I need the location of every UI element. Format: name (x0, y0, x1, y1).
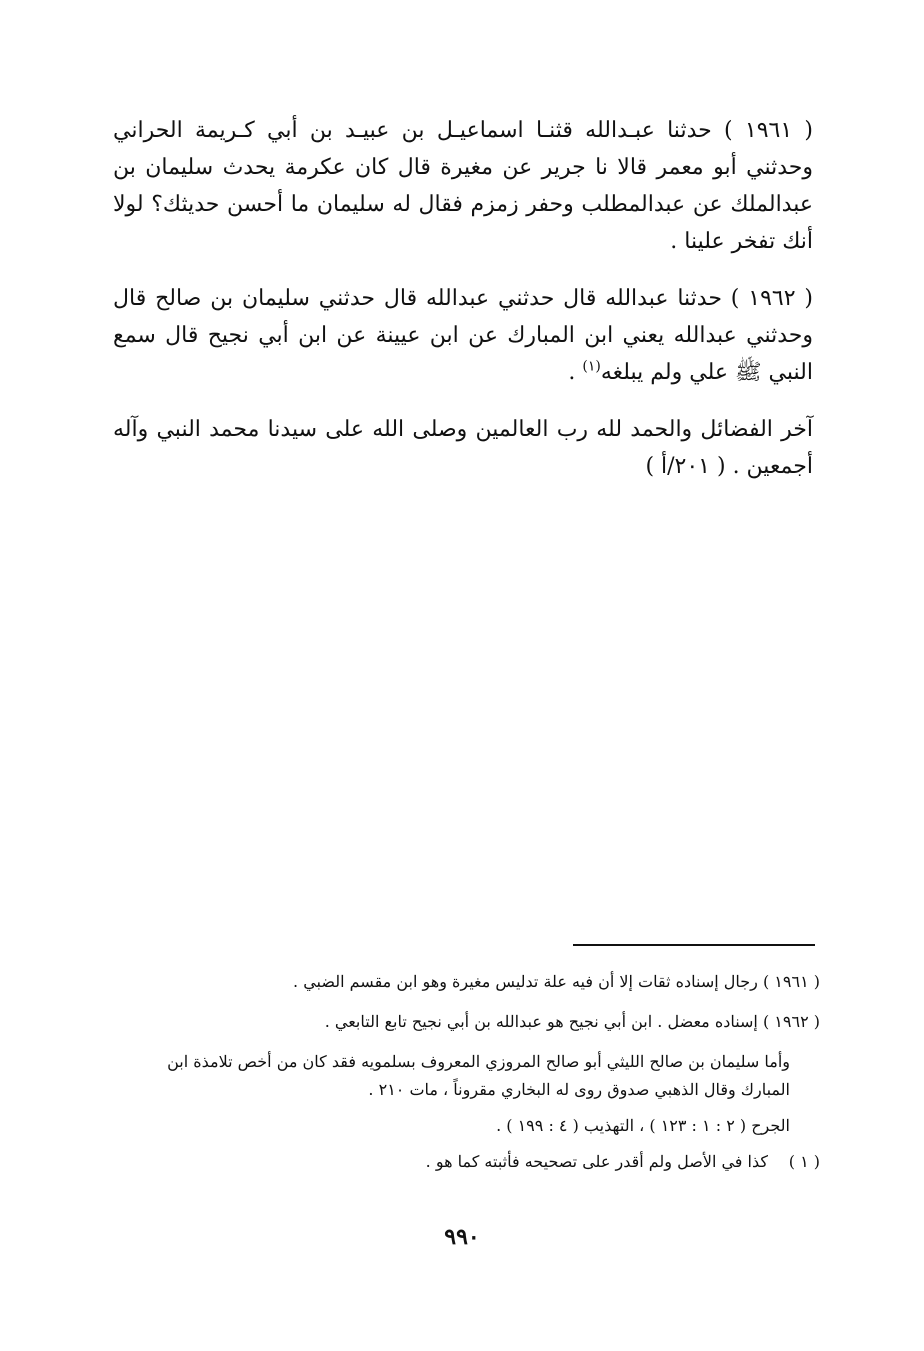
footnote-divider (573, 944, 815, 946)
footnote-1962-refs: الجرح ( ٢ : ١ : ١٢٣ ) ، التهذيب ( ٤ : ١٩٩ ) . (496, 1116, 790, 1135)
colophon: آخر الفضائل والحمد لله رب العالمين وصلى الله على سيدنا محمد النبي وآله أجمعين . ( ٢٠١/أ ) (113, 417, 813, 479)
hadith-1961: ( ١٩٦١ ) حدثنا عبـدالله قثنـا اسماعيـل بن عبيـد بن أبي كـريمة الحراني وحدثني أبو معمر قالا نا جرير عن مغيرة قال كان عكرمة يحدث سليمان بن عبدالملك عن عبدالمطلب وحفر زمزم فقال له سليمان ما أحسن حديثك؟ لولا أنك تفخر علينا . (113, 118, 814, 254)
footnote-1-number: ( ١ ) (788, 1152, 820, 1171)
footnotes (126, 968, 820, 1176)
main-text (113, 112, 813, 505)
hadith-1962-text: ( ١٩٦٢ ) حدثنا عبدالله قال حدثني عبدالله قال حدثني سليمان بن صالح قال وحدثني عبدالله يعني ابن المبارك عن ابن عيينة عن ابن أبي نجيح قال سمع النبي ﷺ علي ولم يبلغه (113, 286, 814, 385)
footnote-1-text: كذا في الأصل ولم أقدر على تصحيحه فأثبته كما هو . (425, 1152, 768, 1171)
footnote-1 (126, 1148, 820, 1176)
footnote-ref-1: (١) (582, 358, 601, 375)
page-number: ٩٩٠ (444, 1224, 480, 1250)
footnote-1962-detail: وأما سليمان بن صالح الليثي أبو صالح المروزي المعروف بسلمويه فقد كان من أخص تلامذة ابن المبارك وقال الذهبي صدوق روى له البخاري مقروناً ، مات ٢١٠ . (167, 1052, 790, 1099)
footnote-1961: ( ١٩٦١ ) رجال إسناده ثقات إلا أن فيه علة تدليس مغيرة وهو ابن مقسم الضبي . (293, 972, 820, 991)
hadith-1962 (113, 280, 813, 391)
hadith-1962-end: . (568, 360, 583, 385)
footnote-1962: ( ١٩٦٢ ) إسناده معضل . ابن أبي نجيح هو عبدالله بن أبي نجيح تابع التابعي . (324, 1012, 820, 1031)
